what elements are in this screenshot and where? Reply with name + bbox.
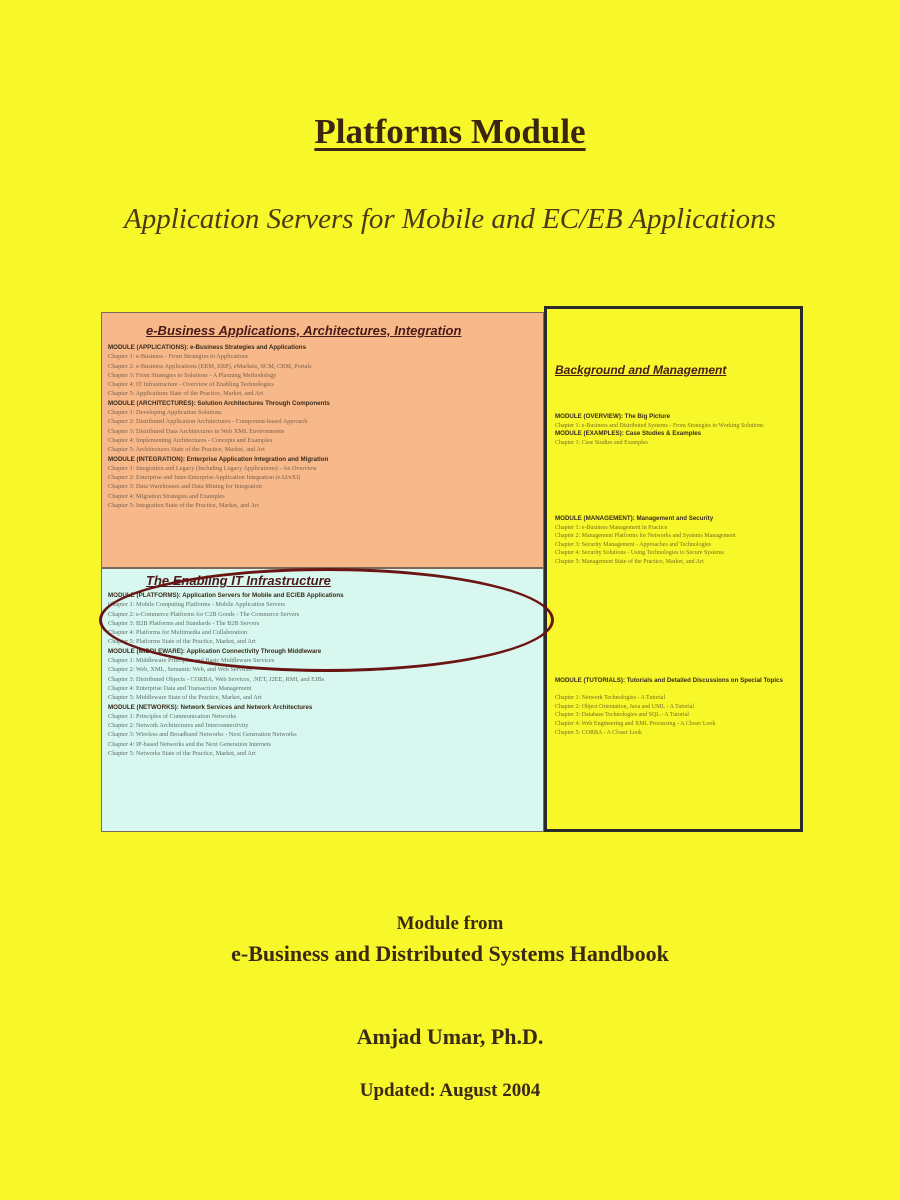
chapter-line: Chapter 2: Web, XML, Semantic Web, and Web Services xyxy=(108,666,252,674)
chapter-line: Chapter 4: Web Engineering and XML Processing - A Closer Look xyxy=(555,720,716,727)
applications-list xyxy=(108,343,537,510)
chapter-line: Chapter 4: Implementing Architectures - Concepts and Examples xyxy=(108,436,273,444)
chapter-line: Chapter 4: Enterprise Data and Transaction Management xyxy=(108,684,252,692)
chapter-line: Chapter 2: e-Business Applications (ERM, ERP), eMarkets, SCM, CRM, Portals xyxy=(108,362,312,370)
page-title: Platforms Module xyxy=(314,112,586,151)
chapter-line: Chapter 1: Developing Application Solutions xyxy=(108,409,222,417)
chapter-line: Chapter 3: B2B Platforms and Standards - The B2B Servers xyxy=(108,619,260,627)
module-line: MODULE (OVERVIEW): The Big Picture xyxy=(555,413,671,420)
chapter-line: Chapter 3: Database Technologies and SQL - A Tutorial xyxy=(555,712,689,719)
module-line: MODULE (TUTORIALS): Tutorials and Detailed Discussions on Special Topics xyxy=(555,677,783,684)
chapter-line: Chapter 3: Distributed Objects - CORBA, Web Services, .NET, J2EE, RMI, and EJBs xyxy=(108,675,325,683)
chapter-line: Chapter 4: IT Infrastructure - Overview of Enabling Technologies xyxy=(108,381,274,389)
chapter-line: Chapter 1: Middleware Principles and Basic Middleware Services xyxy=(108,657,275,665)
chapter-line: Chapter 1: e-Business Management in Practice xyxy=(555,524,668,531)
updated-date: Updated: August 2004 xyxy=(359,1080,541,1101)
chapter-line: Chapter 5: Management State of the Practice, Market, and Art xyxy=(555,558,704,565)
chapter-line: Chapter 2: Network Architectures and Interconnectivity xyxy=(108,722,249,730)
chapter-line: Chapter 5: Architectures State of the Practice, Market, and Art xyxy=(108,446,265,454)
chapter-line: Chapter 4: Security Solutions - Using Technologies to Secure Systems xyxy=(555,550,724,557)
infrastructure-heading: The Enabling IT Infrastructure xyxy=(146,573,331,588)
chapter-line: Chapter 1: Network Technologies - A Tutorial xyxy=(555,695,666,702)
chapter-line: Chapter 5: Applications State of the Practice, Market, and Art xyxy=(108,390,264,398)
chapter-line: Chapter 2: Object Orientation, Java and UML - A Tutorial xyxy=(555,703,695,710)
background-heading: Background and Management xyxy=(555,363,727,377)
background-group xyxy=(555,677,794,737)
module-line: MODULE (ARCHITECTURES): Solution Architectures Through Components xyxy=(108,399,330,407)
module-line: MODULE (MANAGEMENT): Management and Security xyxy=(555,515,714,522)
chapter-line: Chapter 2: e-Commerce Platforms for C2B Goods - The Commerce Servers xyxy=(108,610,300,618)
chapter-line: Chapter 5: CORBA - A Closer Look xyxy=(555,729,642,736)
chapter-line: Chapter 3: Security Management - Approaches and Technologies xyxy=(555,541,712,548)
chapter-line: Chapter 5: Middleware State of the Practice, Market, and Art xyxy=(108,694,262,702)
applications-heading: e-Business Applications, Architectures, Integration xyxy=(146,323,462,338)
chapter-line: Chapter 5: Networks State of the Practice, Market, and Art xyxy=(108,750,256,758)
chapter-line: Chapter 1: Case Studies and Examples xyxy=(555,439,648,446)
chapter-line: Chapter 4: Migration Strategies and Examples xyxy=(108,492,225,500)
background-panel xyxy=(544,306,803,832)
author-name: Amjad Umar, Ph.D. xyxy=(356,1024,544,1049)
chapter-line: Chapter 2: Enterprise and Inter-Enterprise Application Integration (eAI/eXI) xyxy=(108,474,301,482)
chapter-line: Chapter 5: Integration State of the Practice, Market, and Art xyxy=(108,502,259,510)
chapter-line: Chapter 3: Data Warehouses and Data Mining for Integration xyxy=(108,483,262,491)
module-line: MODULE (APPLICATIONS): e-Business Strategies and Applications xyxy=(108,344,307,351)
chapter-line: Chapter 1: e-Business - From Strategies to Applications xyxy=(108,353,249,361)
module-line: MODULE (NETWORKS): Network Services and Network Architectures xyxy=(108,703,313,711)
chapter-line: Chapter 2: Distributed Application Architectures - Component-based Approach xyxy=(108,418,308,426)
module-line: MODULE (PLATFORMS): Application Servers for Mobile and EC/EB Applications xyxy=(108,592,344,599)
chapter-line xyxy=(555,686,794,695)
chapter-line: Chapter 4: IP-based Networks and the Next Generation Internets xyxy=(108,740,271,748)
chapter-line: Chapter 3: From Strategies to Solutions - A Planning Methodology xyxy=(108,371,277,379)
module-diagram xyxy=(101,306,803,832)
chapter-line: Chapter 3: Wireless and Broadband Networks - Next Generation Networks xyxy=(108,731,297,739)
chapter-line: Chapter 4: Platforms for Multimedia and Collaboration xyxy=(108,629,248,637)
chapter-line: Chapter 1: Principles of Communication Networks xyxy=(108,712,237,720)
chapter-line: Chapter 1: e-Business and Distributed Systems - From Strategies to Working Solutions xyxy=(555,422,764,429)
background-group xyxy=(555,515,794,567)
module-line: MODULE (EXAMPLES): Case Studies & Examples xyxy=(555,430,702,438)
background-group xyxy=(555,413,794,447)
module-line: MODULE (INTEGRATION): Enterprise Application Integration and Migration xyxy=(108,455,329,463)
module-from-label: Module from xyxy=(396,913,504,934)
chapter-line: Chapter 5: Platforms State of the Practice, Market, and Art xyxy=(108,638,256,646)
chapter-line: Chapter 2: Management Platforms for Networks and Systems Management xyxy=(555,533,736,540)
chapter-line: Chapter 3: Distributed Data Architectures in Web XML Environments xyxy=(108,427,285,435)
chapter-line: Chapter 1: Mobile Computing Platforms - Mobile Application Servers xyxy=(108,601,285,609)
page-subtitle: Application Servers for Mobile and EC/EB Applications xyxy=(124,203,776,235)
chapter-line: Chapter 1: Integration and Legacy (Including Legacy Applications) - An Overview xyxy=(108,464,317,472)
handbook-title: e-Business and Distributed Systems Handbook xyxy=(231,941,669,966)
highlight-ellipse xyxy=(99,568,554,672)
module-line: MODULE (MIDDLEWARE): Application Connectivity Through Middleware xyxy=(108,647,322,655)
applications-panel xyxy=(101,312,544,568)
